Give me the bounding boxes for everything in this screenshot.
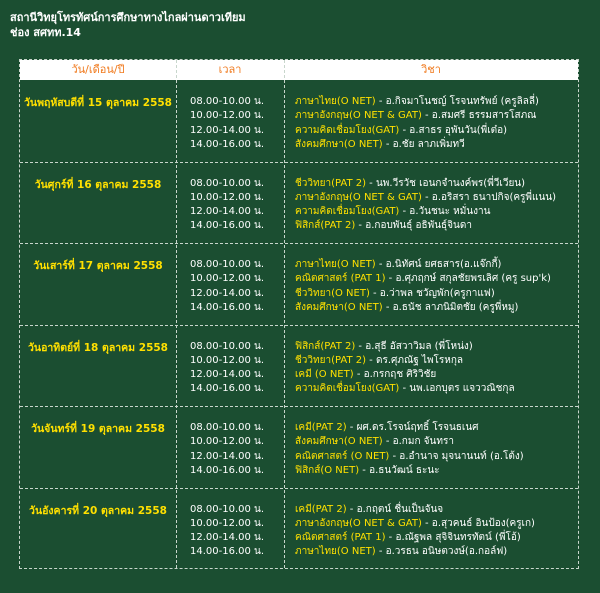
row-divider	[20, 162, 578, 163]
teacher-name: - อ.กอบพันธุ์ อธิพันธุ์จินดา	[355, 220, 472, 232]
class-entry	[295, 531, 521, 545]
class-entry	[295, 219, 472, 233]
teacher-name: - อ.สาธร อุพันวัน(พี่เต๋อ)	[399, 124, 508, 136]
subject-name: ชีววิทยา(PAT 2)	[295, 177, 366, 189]
subject-name: เคมี(PAT 2)	[295, 422, 347, 433]
teacher-name: - อ.ธนัช ลาภนิมิตชัย (ครูพี่หมู)	[382, 301, 519, 313]
time-slot: 08.00-10.00 น.	[190, 422, 265, 433]
subject-name: ภาษาไทย(O NET)	[295, 96, 376, 107]
class-entry	[295, 258, 501, 272]
subject-name: ความคิดเชื่อมโยง(GAT)	[295, 206, 400, 218]
time-slot: 10.00-12.00 น.	[190, 436, 265, 448]
row-divider	[20, 406, 578, 407]
teacher-name: - นพ.เอกบุตร แจววณิชกุล	[399, 383, 515, 395]
time-slot: 10.00-12.00 น.	[190, 191, 265, 203]
time-slot: 14.00-16.00 น.	[190, 464, 265, 476]
teacher-name: - อ.ชัย ลาภเพิ่มทวี	[382, 138, 465, 150]
time-slot: 08.00-10.00 น.	[190, 503, 265, 515]
class-entry	[295, 354, 463, 368]
class-entry	[295, 450, 524, 464]
day-date: วันจันทร์ที่ 19 ตุลาคม 2558	[31, 423, 165, 435]
time-slot: 14.00-16.00 น.	[190, 383, 265, 395]
station-title: สถานีวิทยุโทรทัศน์การศึกษาทางไกลผ่านดาวเทียม	[10, 11, 246, 24]
column-header-time: เวลา	[218, 63, 242, 76]
time-slot: 14.00-16.00 น.	[190, 220, 265, 232]
time-slot: 12.00-14.00 น.	[190, 450, 265, 462]
time-slot: 14.00-16.00 น.	[190, 301, 265, 313]
column-divider	[284, 60, 285, 568]
class-entry	[295, 435, 454, 449]
teacher-name: - ดร.ศุภณัฐ ไพโรหกุล	[366, 354, 464, 366]
class-entry	[295, 368, 436, 382]
time-slot: 12.00-14.00 น.	[190, 532, 265, 544]
time-slot: 08.00-10.00 น.	[190, 96, 265, 107]
class-entry	[295, 421, 479, 435]
subject-name: เคมี (O NET)	[295, 369, 354, 381]
class-entry	[295, 382, 515, 396]
class-entry	[295, 191, 556, 205]
subject-name: ภาษาไทย(O NET)	[295, 259, 376, 270]
teacher-name: - อ.อริสรา ธนาปกิจ(ครูพี่แนน)	[421, 191, 557, 203]
time-slot: 12.00-14.00 น.	[190, 287, 265, 299]
subject-name: ภาษาอังกฤษ(O NET & GAT)	[295, 110, 422, 122]
class-entry	[295, 464, 440, 478]
subject-name: สังคมศึกษา(O NET)	[295, 301, 383, 313]
column-header-subject: วิชา	[421, 63, 441, 76]
class-entry	[295, 95, 539, 109]
schedule-table	[19, 59, 579, 569]
subject-name: ฟิสิกส์(PAT 2)	[295, 340, 356, 352]
subject-name: ความคิดเชื่อมโยง(GAT)	[295, 383, 400, 395]
day-date: วันพฤหัสบดีที่ 15 ตุลาคม 2558	[24, 97, 172, 109]
day-date: วันเสาร์ที่ 17 ตุลาคม 2558	[33, 260, 163, 272]
table-header	[20, 60, 578, 80]
teacher-name: - อ.กรกฤช ศิริวิชัย	[353, 369, 437, 381]
teacher-name: - อ.กมก จันทรา	[382, 436, 454, 448]
time-slot: 08.00-10.00 น.	[190, 259, 265, 270]
channel-label: ช่อง สศทท.14	[10, 26, 81, 39]
time-slot: 14.00-16.00 น.	[190, 138, 265, 150]
time-slot: 12.00-14.00 น.	[190, 206, 265, 218]
page-header	[10, 10, 246, 40]
subject-name: สังคมศึกษา(O NET)	[295, 138, 383, 150]
teacher-name: - อ.สุวคนธ์ อินป้อง(ครูเก)	[421, 517, 535, 529]
teacher-name: - อ.วรธน อนิษตวงษ์(อ.กอล์ฟ)	[375, 546, 508, 558]
subject-name: ฟิสิกส์(O NET)	[295, 464, 360, 476]
class-entry	[295, 340, 473, 354]
time-slot: 08.00-10.00 น.	[190, 340, 265, 352]
row-divider	[20, 488, 578, 489]
day-date: วันอังคารที่ 20 ตุลาคม 2558	[29, 504, 167, 517]
teacher-name: - นพ.วีรวัช เอนกจำนงค์พร(พี่วีเวียน)	[366, 177, 526, 189]
teacher-name: - อ.วันชนะ หมั่นงาน	[399, 206, 491, 218]
time-slot: 08.00-10.00 น.	[190, 177, 265, 189]
class-entry	[295, 109, 536, 123]
subject-name: คณิตศาสตร์ (O NET)	[295, 450, 390, 462]
class-entry	[295, 287, 495, 301]
time-slot: 10.00-12.00 น.	[190, 110, 265, 122]
teacher-name: - อ.ว่าพล ชวัญพัก(ครูกาแฟ)	[369, 287, 495, 299]
subject-name: ภาษาไทย(O NET)	[295, 546, 376, 558]
subject-name: ภาษาอังกฤษ(O NET & GAT)	[295, 517, 422, 529]
subject-name: เคมี(PAT 2)	[295, 503, 347, 515]
time-slot: 10.00-12.00 น.	[190, 517, 265, 529]
teacher-name: - อ.นิทัศน์ ยศธสาร(อ.แจ๊กกี้)	[375, 259, 502, 270]
teacher-name: - ผศ.ดร.โรจน์ฤทธิ์ โรจนธเนศ	[346, 422, 479, 433]
time-slot: 12.00-14.00 น.	[190, 124, 265, 136]
column-header-date: วัน/เดือน/ปี	[71, 63, 125, 76]
subject-name: ชีววิทยา(PAT 2)	[295, 354, 366, 366]
time-slot: 10.00-12.00 น.	[190, 354, 265, 366]
row-divider	[20, 325, 578, 326]
teacher-name: - อ.กิจมาโนชญ์ โรจนทรัพย์ (ครูลิลลี่)	[375, 96, 539, 107]
class-entry	[295, 124, 507, 138]
subject-name: ชีววิทยา(O NET)	[295, 287, 370, 299]
class-entry	[295, 503, 443, 517]
class-entry	[295, 205, 490, 219]
subject-name: สังคมศึกษา(O NET)	[295, 436, 383, 448]
time-slot: 14.00-16.00 น.	[190, 546, 265, 558]
teacher-name: - อ.กฤตน์ ชื่นเป็นจันจ	[346, 503, 444, 515]
class-entry	[295, 138, 465, 152]
class-entry	[295, 177, 525, 191]
time-slot: 10.00-12.00 น.	[190, 273, 265, 285]
time-slot: 12.00-14.00 น.	[190, 369, 265, 381]
class-entry	[295, 517, 535, 531]
class-entry	[295, 301, 518, 315]
teacher-name: - อ.ณัฐพล สุจิจินทรทัตน์ (พี่โอ้)	[385, 532, 521, 544]
teacher-name: - อ.ธนวัฒน์ ธะนะ	[359, 464, 440, 476]
teacher-name: - อ.ศุภฤกษ์ สกุลชัยพรเลิศ (ครู sup'k)	[385, 273, 551, 285]
column-divider	[176, 60, 177, 568]
day-date: วันศุกร์ที่ 16 ตุลาคม 2558	[34, 178, 162, 191]
row-divider	[20, 243, 578, 244]
teacher-name: - อ.สุธี อัสวาวิมล (พี่โหน่ง)	[355, 340, 473, 352]
subject-name: ฟิสิกส์(PAT 2)	[295, 220, 356, 232]
subject-name: ความคิดเชื่อมโยง(GAT)	[295, 124, 400, 136]
teacher-name: - อ.สมศรี ธรรมสารโสภณ	[421, 110, 537, 122]
subject-name: คณิตศาสตร์ (PAT 1)	[295, 273, 386, 285]
subject-name: คณิตศาสตร์ (PAT 1)	[295, 532, 386, 544]
class-entry	[295, 272, 551, 286]
day-date: วันอาทิตย์ที่ 18 ตุลาคม 2558	[28, 341, 168, 354]
subject-name: ภาษาอังกฤษ(O NET & GAT)	[295, 191, 422, 203]
class-entry	[295, 545, 507, 559]
teacher-name: - อ.อำนาจ มุจนานนท์ (อ.โต้ง)	[389, 450, 524, 462]
